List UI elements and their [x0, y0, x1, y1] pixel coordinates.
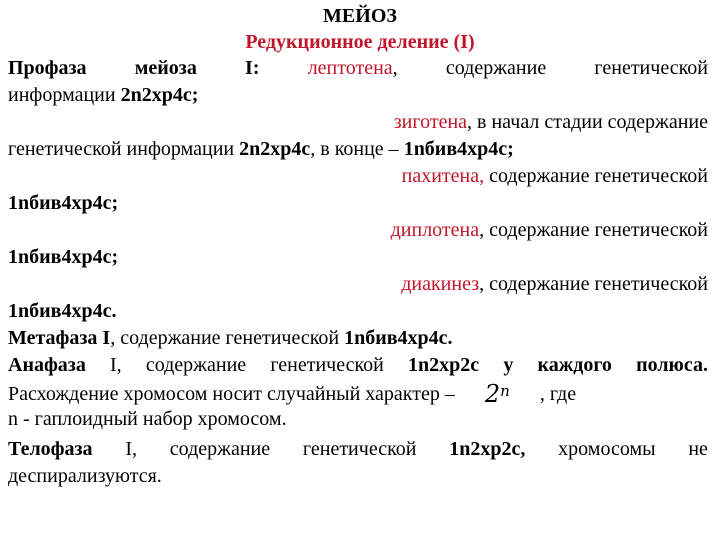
telophase-word: генетической — [302, 438, 417, 460]
page-title: МЕЙОЗ — [323, 5, 397, 27]
telophase-word: не — [688, 438, 708, 460]
anaphase-word: Анафаза — [8, 354, 86, 376]
prophase-word: I: — [245, 57, 260, 79]
zygotene-value-start: 2n2хр4с — [239, 138, 311, 160]
telophase-word: содержание — [169, 438, 271, 460]
diakinesis-text: , содержание генетической — [479, 273, 708, 295]
zygotene-content — [8, 136, 708, 163]
zygotene-term: зиготена — [393, 111, 468, 133]
separation-line — [8, 379, 708, 406]
telophase-word: 1n2хр2с, — [449, 438, 526, 460]
zygotene-content-mid: , в конце – — [310, 138, 404, 160]
formula-exponent: n — [500, 382, 510, 400]
diplotene-term: диплотена — [390, 219, 480, 241]
separation-text: Расхождение хромосом носит случайный характер – — [8, 383, 455, 405]
prophase-line: Профаза мейоза I: лептотена, содержание генетической — [8, 55, 708, 82]
telophase-line — [8, 436, 708, 463]
telophase-word: Телофаза — [8, 438, 93, 460]
anaphase-word: каждого — [537, 354, 612, 376]
prophase-word: содержание — [445, 57, 547, 79]
separation-post: , где — [539, 383, 577, 405]
formula-base: 2 — [484, 380, 501, 408]
diplotene-line — [8, 217, 708, 244]
diakinesis-term: диакинез — [401, 273, 480, 295]
telophase-word: I, — [125, 438, 138, 460]
leptotene-term: лептотена — [307, 57, 393, 79]
pachytene-line — [8, 163, 708, 190]
anaphase-word: генетической — [270, 354, 384, 376]
telophase-content: деспирализуются. — [8, 465, 162, 487]
anaphase-word: 1n2хр2с — [408, 354, 480, 376]
anaphase-word: I, — [110, 354, 122, 376]
diakinesis-line — [8, 271, 708, 298]
telophase-word: хромосомы — [558, 438, 656, 460]
metaphase-text: , содержание генетической — [110, 327, 345, 349]
leptotene-value: 2n2хр4с; — [120, 84, 199, 106]
anaphase-line — [8, 352, 708, 379]
prophase-word: мейоза — [134, 57, 197, 79]
pachytene-text: содержание генетической — [484, 165, 708, 187]
prophase-word: генетической — [594, 57, 708, 79]
leptotene-content-text: информации — [8, 84, 121, 106]
diakinesis-value: 1nбив4хр4с. — [8, 300, 117, 322]
diplotene-text: , содержание генетической — [479, 219, 708, 241]
prophase-word: Профаза — [8, 57, 87, 79]
leptotene-content — [8, 82, 708, 109]
formula-2n — [485, 381, 510, 408]
pachytene-term: пахитена, — [401, 165, 485, 187]
metaphase-line — [8, 325, 708, 352]
anaphase-word: содержание — [145, 354, 247, 376]
pachytene-value: 1nбив4хр4с; — [8, 192, 119, 214]
haploid-definition: n - гаплоидный набор хромосом. — [8, 408, 287, 430]
zygotene-line — [8, 109, 708, 136]
zygotene-value-end: 1nбив4хр4с; — [403, 138, 514, 160]
anaphase-word: у — [503, 354, 514, 376]
page-subtitle: Редукционное деление (I) — [245, 31, 475, 53]
zygotene-content-text: генетической информации — [8, 138, 240, 160]
metaphase-value: 1nбив4хр4с. — [344, 327, 453, 349]
anaphase-word: полюса. — [636, 354, 708, 376]
zygotene-text: , в начал стадии содержание — [467, 111, 708, 133]
diplotene-value: 1nбив4хр4с; — [8, 246, 119, 268]
metaphase-label: Метафаза I — [8, 327, 111, 349]
